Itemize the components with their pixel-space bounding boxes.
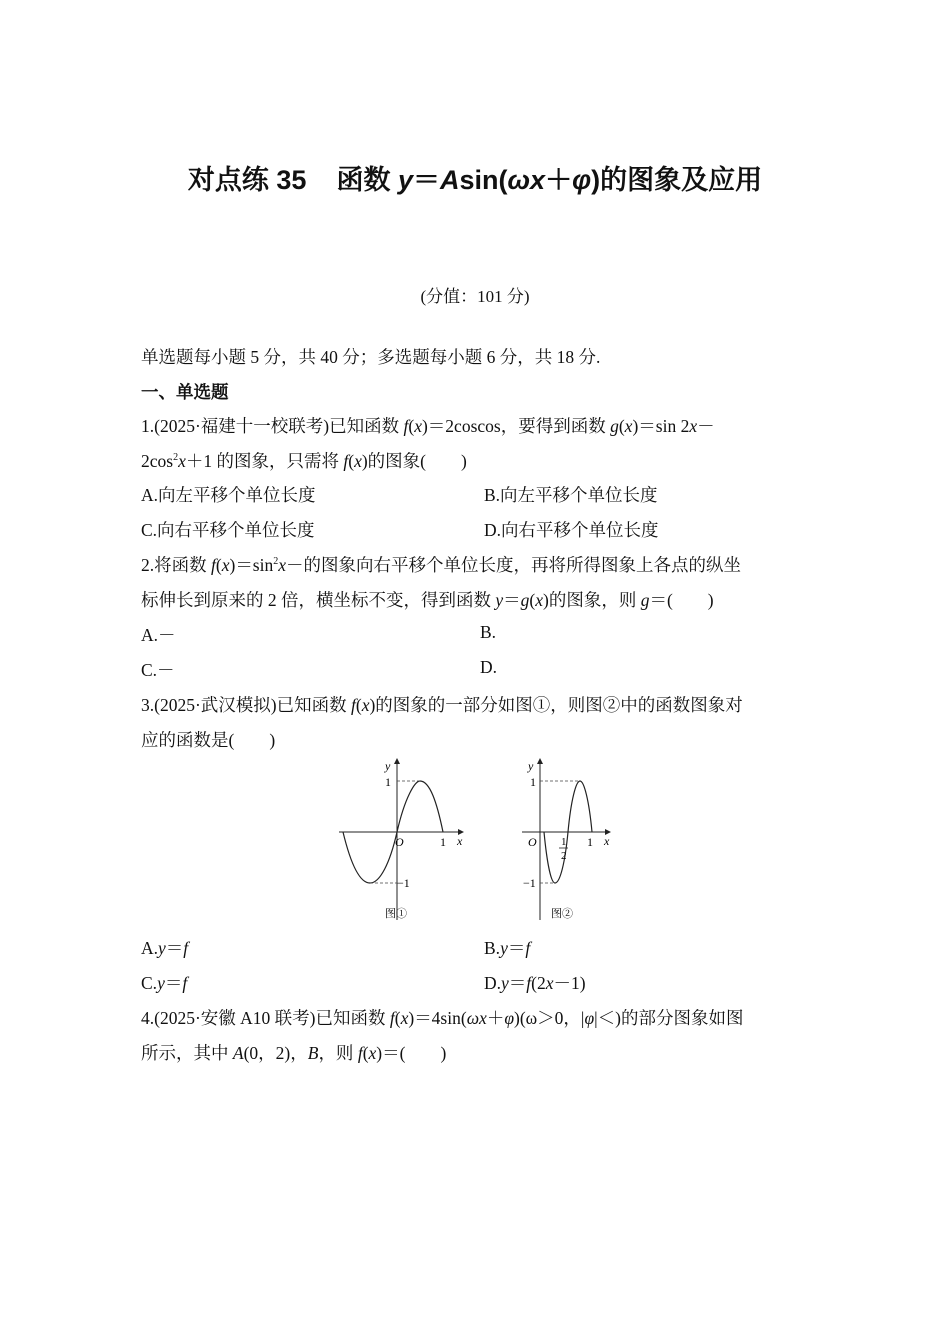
q3-option-d: D.y＝f(2x－1) (484, 973, 586, 993)
fig1-tick-1: 1 (385, 775, 391, 789)
fig2-half-num: 1 (561, 836, 567, 848)
fig2-origin: O (528, 835, 537, 849)
score-note: (分值：101 分) (420, 287, 530, 306)
figure-1 (339, 759, 463, 920)
q3-line2: 应的函数是( ) (141, 730, 276, 750)
q1-option-a: A.向左平移个单位长度 (141, 485, 316, 505)
q1-option-c: C.向右平移个单位长度 (141, 520, 315, 540)
instructions: 单选题每小题 5 分，共 40 分；多选题每小题 6 分，共 18 分. (141, 347, 601, 367)
fig2-half-den: 2 (561, 850, 567, 862)
q1-option-d: D.向右平移个单位长度 (484, 520, 659, 540)
q2-line1: 2.将函数 $f(x)=\sin^2x-$的图象向右平移个单位长度，再将所得图象上各点的纵坐 (141, 555, 742, 575)
q1-line2: $2\cos^2x+1$ 的图象，只需将 f(x)的图象( ) (141, 451, 467, 471)
q4-line2: 所示，其中 A(0，2)，B，则 f(x)＝( ) (141, 1043, 447, 1063)
q1-option-b: B.向左平移个单位长度 (484, 485, 658, 505)
q2-line2: 标伸长到原来的 2 倍，横坐标不变，得到函数 y＝g(x)的图象，则 g＝( ) (141, 590, 714, 610)
q3-figures (335, 755, 635, 927)
fig2-caption: 图② (551, 908, 573, 920)
fig2-x-label: x (604, 834, 610, 848)
q2-option-b: B. (480, 622, 497, 642)
fig2-tick-neg1: −1 (523, 876, 536, 890)
fig2-x-tick-1: 1 (587, 835, 593, 849)
q3-option-c: C.y＝f (141, 973, 188, 993)
q3-line1: 3.(2025·武汉模拟)已知函数 f(x)的图象的一部分如图①，则图②中的函数图象对 (141, 695, 743, 715)
fig1-caption: 图① (385, 908, 407, 920)
fig2-y-label: y (528, 759, 534, 773)
q2-option-d: D. (480, 657, 498, 677)
q3-option-a: A.y＝f (141, 938, 189, 958)
fig2-tick-1: 1 (530, 775, 536, 789)
fig1-origin: O (395, 835, 404, 849)
q4-line1: 4.(2025·安徽 A10 联考)已知函数 f(x)＝4sin(ωx＋φ)(ω＞0，|φ|＜)的部分图象如图 (141, 1008, 744, 1028)
fig1-y-label: y (385, 759, 391, 773)
q1-line1: 1.(2025·福建十一校联考)已知函数 f(x)＝2coscos，要得到函数 g(x)＝sin 2x－ (141, 416, 715, 436)
fig1-x-tick-1: 1 (440, 835, 446, 849)
page-title: 对点练 35 函数 y＝Asin(ωx＋φ)的图象及应用 (187, 165, 763, 195)
q2-option-a: A.－ (141, 625, 176, 645)
figure-2 (522, 759, 610, 920)
q2-option-c: C.－ (141, 660, 175, 680)
q3-option-b: B.y＝f (484, 938, 531, 958)
fig1-tick-neg1: −1 (397, 876, 410, 890)
section-heading: 一、单选题 (141, 382, 229, 402)
fig1-x-label: x (457, 834, 463, 848)
